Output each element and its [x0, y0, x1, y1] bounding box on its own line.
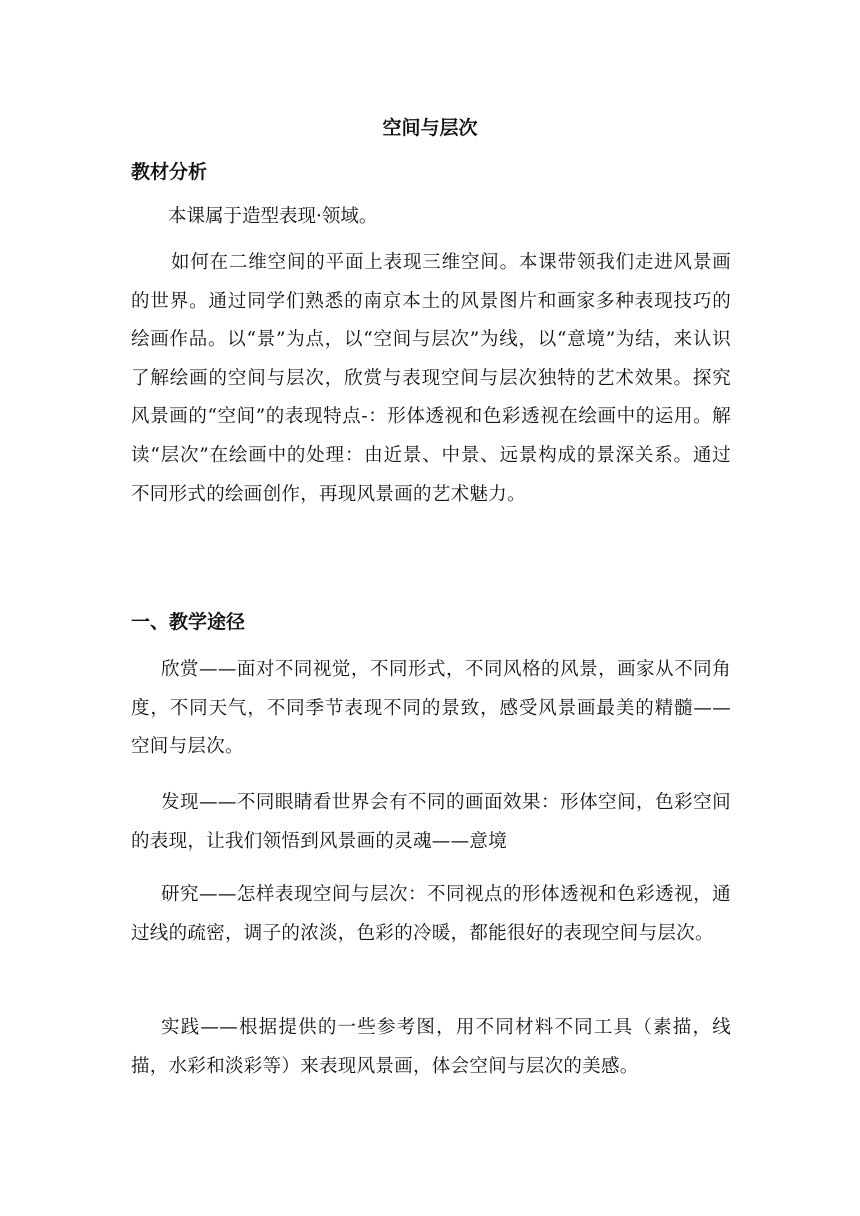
paragraph-discover: 发现——不同眼睛看世界会有不同的画面效果：形体空间，色彩空间的表现，让我们领悟到风景画的灵魂——意境 — [131, 792, 731, 852]
paragraph-practice: 实践——根据提供的一些参考图，用不同材料不同工具（素描，线描，水彩和淡彩等）来表现风景画，体会空间与层次的美感。 — [131, 1017, 731, 1077]
document-title: 空间与层次 — [382, 117, 478, 139]
section-heading-teaching-approach: 一、教学途径 — [131, 611, 246, 633]
section-heading-textbook-analysis: 教材分析 — [131, 161, 208, 183]
paragraph-appreciate: 欣赏——面对不同视觉，不同形式，不同风格的风景，画家从不同角度，不同天气，不同季节表现不同的景致，感受风景画最美的精髓——空间与层次。 — [131, 659, 731, 758]
paragraph-domain: 本课属于造型表现·领域。 — [168, 206, 378, 227]
paragraph-analysis: 如何在二维空间的平面上表现三维空间。本课带领我们走进风景画的世界。通过同学们熟悉的南京本土的风景图片和画家多种表现技巧的绘画作品。以“景”为点，以“空间与层次”为线，以“意境”为结，来认识了解绘画的空间与层次，欣赏与表现空间与层次独特的艺术效果。探究风景画的“空间”的表现特点-：形体透视和色彩透视在绘画中的运用。解读“层次”在绘画中的处理：由近景、中景、远景构成的景深关系。通过不同形式的绘画创作，再现风景画的艺术魅力。 — [131, 252, 731, 505]
paragraph-research: 研究——怎样表现空间与层次：不同视点的形体透视和色彩透视，通过线的疏密，调子的浓淡，色彩的冷暖，都能很好的表现空间与层次。 — [131, 884, 731, 944]
